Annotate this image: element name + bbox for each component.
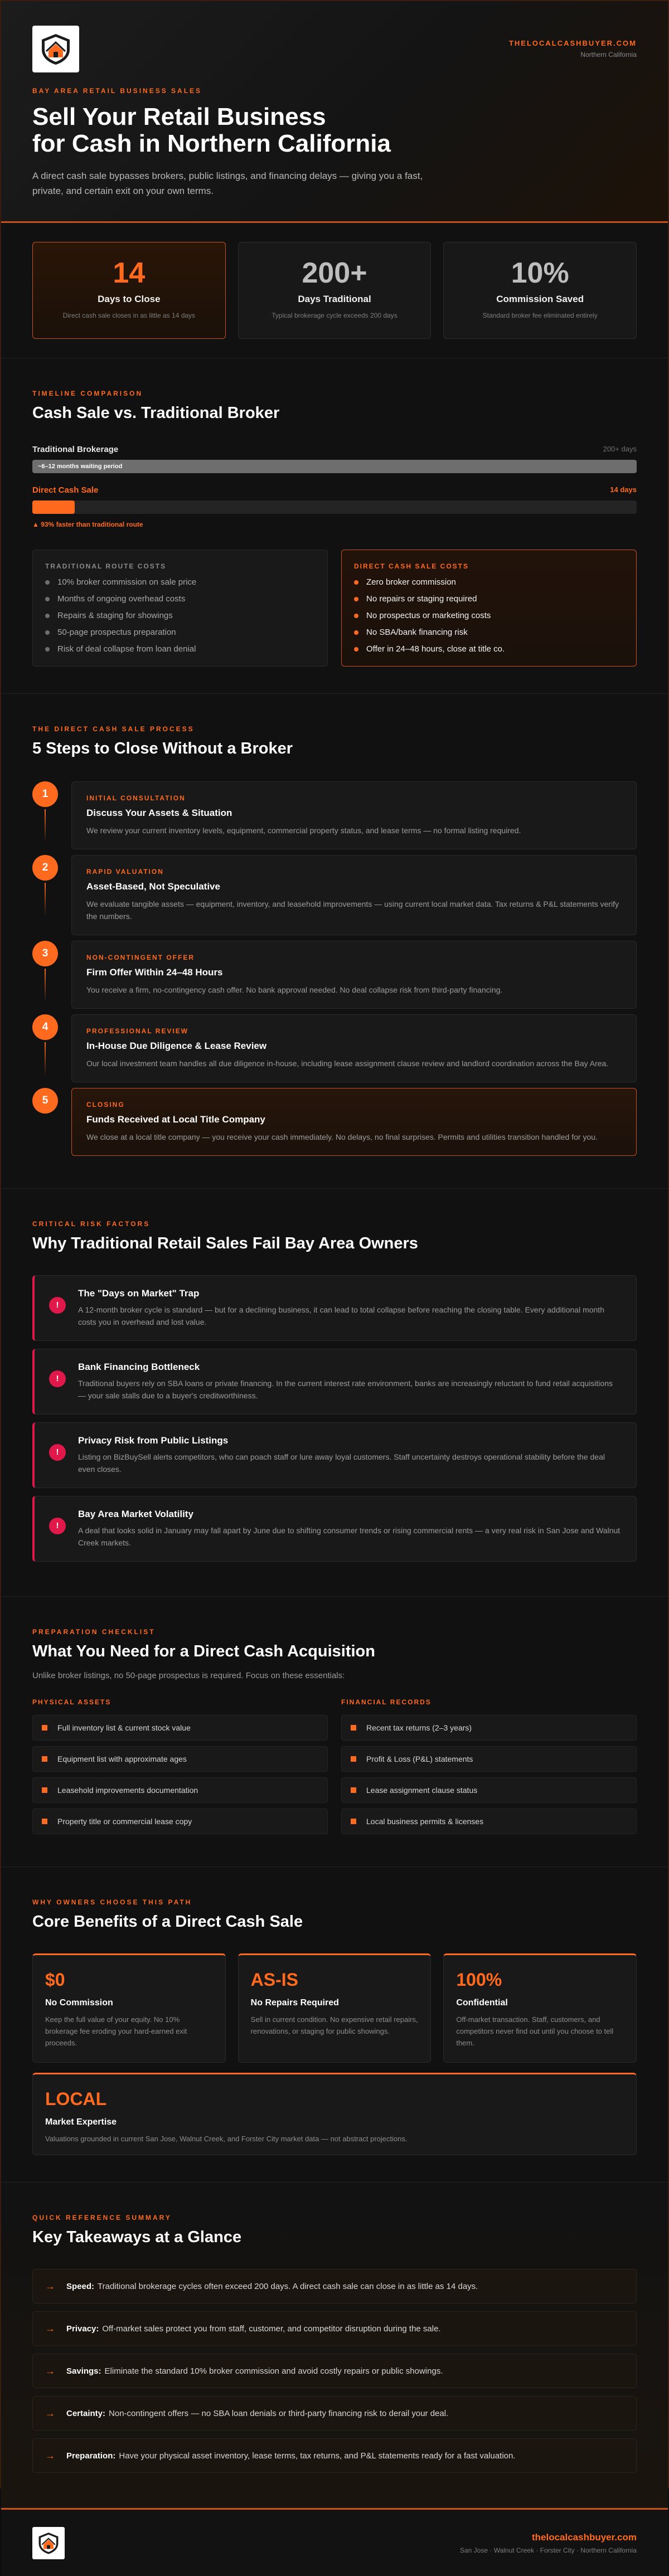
hero-header <box>1 0 668 223</box>
benefit-value: LOCAL <box>45 2089 107 2109</box>
step-number: 1 <box>32 781 58 807</box>
takeaway-text <box>66 2282 478 2291</box>
step-card <box>71 855 637 935</box>
alert-icon: ! <box>49 1297 66 1314</box>
direct-timeline-bar <box>32 485 637 528</box>
benefits-grid <box>32 1953 637 2063</box>
dot-icon <box>354 614 358 618</box>
checklist-item-text: Leasehold improvements documentation <box>57 1786 198 1795</box>
risk-title: Bank Financing Bottleneck <box>78 1362 200 1372</box>
stat-card-commission-saved <box>443 242 637 339</box>
takeaway-text <box>66 2366 443 2376</box>
step-card <box>71 1088 637 1156</box>
physical-assets-column <box>32 1698 328 1840</box>
step-card <box>71 781 637 849</box>
dot-icon <box>354 597 358 601</box>
benefit-title: Confidential <box>456 1998 508 2008</box>
benefit-desc: Keep the full value of your equity. No 10% brokerage fee eroding your hard-earned exit proceeds. <box>45 2015 187 2047</box>
list-item <box>45 628 315 637</box>
site-url[interactable]: THELOCALCASHBUYER.COM <box>508 39 637 47</box>
benefit-value: AS-IS <box>250 1970 299 1990</box>
square-icon <box>42 1819 47 1824</box>
section-title: Core Benefits of a Direct Cash Sale <box>32 1913 303 1931</box>
benefit-desc: Valuations grounded in current San Jose, Walnut Creek, and Forster City market data — not abstract projections. <box>45 2135 408 2143</box>
hero-title-line2: for Cash in Northern California <box>32 130 391 157</box>
step-desc: We evaluate tangible assets — equipment, inventory, and leasehold improvements — using current local market data. Tax returns & P&L statements verify the numbers. <box>86 900 619 921</box>
step-marker <box>32 1014 71 1082</box>
benefit-desc: Sell in current condition. No expensive retail repairs, renovations, or staging for public showings. <box>250 2015 418 2035</box>
process-section <box>1 694 668 1189</box>
step-item <box>32 941 637 1009</box>
arrow-right-icon: → <box>45 2365 55 2376</box>
stat-note: Direct cash sale closes in as little as 14 days <box>62 312 196 319</box>
checklist-item <box>341 1809 637 1834</box>
section-subtitle: Unlike broker listings, no 50-page prospectus is required. Focus on these essentials: <box>32 1671 345 1680</box>
takeaway-list <box>32 2269 637 2473</box>
hero-title-line1: Sell Your Retail Business <box>32 103 326 130</box>
checklist-item <box>32 1809 328 1834</box>
step-connector <box>45 809 46 843</box>
risk-title: The "Days on Market" Trap <box>78 1288 200 1299</box>
takeaway-item <box>32 2311 637 2346</box>
takeaway-item <box>32 2269 637 2303</box>
house-logo-icon[interactable] <box>32 26 79 72</box>
step-marker <box>32 781 71 849</box>
takeaway-label: Privacy: <box>66 2324 99 2334</box>
risk-desc: A 12-month broker cycle is standard — but for a declining business, it can lead to total collapse before reaching the closing table. Every additional month costs you in overhead and lost value. <box>78 1305 604 1326</box>
risk-card <box>32 1496 637 1562</box>
takeaway-body: Non-contingent offers — no SBA loan denials or third-party financing risk to derail your deal. <box>109 2408 449 2418</box>
risk-card <box>32 1275 637 1341</box>
cost-comparison <box>32 550 637 667</box>
box-title: TRADITIONAL ROUTE COSTS <box>45 562 167 570</box>
benefit-title: Market Expertise <box>45 2117 117 2127</box>
site-info <box>509 39 637 59</box>
stat-value: 200+ <box>302 257 367 289</box>
dot-icon <box>45 597 50 601</box>
risk-desc: A deal that looks solid in January may fall apart by June due to shifting consumer trends or rising commercial rents — a very real risk in San Jose and Walnut Creek markets. <box>78 1526 620 1547</box>
house-logo-icon[interactable] <box>32 2527 65 2559</box>
step-title: Funds Received at Local Title Company <box>86 1114 265 1125</box>
square-icon <box>351 1725 356 1731</box>
checklist-columns <box>32 1698 637 1840</box>
checklist-item <box>32 1777 328 1803</box>
step-tag: PROFESSIONAL REVIEW <box>86 1027 189 1035</box>
section-title: 5 Steps to Close Without a Broker <box>32 740 293 757</box>
section-eyebrow: PREPARATION CHECKLIST <box>32 1628 156 1636</box>
checklist-item-text: Profit & Loss (P&L) statements <box>366 1754 473 1763</box>
benefit-card <box>238 1953 432 2063</box>
stats-row <box>1 223 668 358</box>
stat-note: Standard broker fee eliminated entirely <box>482 312 598 319</box>
list-item-text: Months of ongoing overhead costs <box>57 594 186 604</box>
checklist-item-text: Local business permits & licenses <box>366 1817 484 1826</box>
checklist-item <box>32 1746 328 1772</box>
list-item-text: Offer in 24–48 hours, close at title co. <box>366 644 505 654</box>
takeaway-body: Off-market sales protect you from staff, customer, and competitor disruption during the sale. <box>102 2324 441 2334</box>
step-desc: We close at a local title company — you receive your cash immediately. No delays, no final surprises. Permits and utilities transition handled for you. <box>86 1133 598 1141</box>
step-tag: RAPID VALUATION <box>86 868 164 876</box>
checklist-item <box>341 1746 637 1772</box>
takeaway-item <box>32 2396 637 2431</box>
benefit-card <box>443 1953 637 2063</box>
square-icon <box>42 1756 47 1762</box>
alert-icon: ! <box>49 1518 66 1534</box>
square-icon <box>42 1725 47 1731</box>
box-title: DIRECT CASH SALE COSTS <box>354 562 469 570</box>
risks-section <box>1 1189 668 1597</box>
site-region: Northern California <box>580 51 637 59</box>
takeaway-label: Preparation: <box>66 2451 116 2461</box>
bar-fill <box>32 500 75 514</box>
faster-note: ▲ 93% faster than traditional route <box>32 521 143 528</box>
stat-value: 14 <box>113 257 146 289</box>
bar-track <box>32 460 637 473</box>
step-item <box>32 1088 637 1156</box>
stat-label: Days Traditional <box>298 294 371 304</box>
stat-card-days-traditional <box>238 242 432 339</box>
step-number: 2 <box>32 855 58 881</box>
arrow-right-icon: → <box>45 2449 55 2461</box>
footer-cities: San Jose · Walnut Creek · Forster City · Northern California <box>460 2546 637 2554</box>
hero-subtitle: A direct cash sale bypasses brokers, public listings, and financing delays — giving you a fast, private, and certain exit on your own terms. <box>32 171 423 196</box>
benefit-card-wide <box>32 2073 637 2155</box>
section-eyebrow: QUICK REFERENCE SUMMARY <box>32 2214 172 2222</box>
column-title: FINANCIAL RECORDS <box>341 1698 432 1706</box>
bar-label: Traditional Brokerage <box>32 445 119 454</box>
step-item <box>32 1014 637 1082</box>
step-item <box>32 855 637 935</box>
step-desc: Our local investment team handles all due diligence in-house, including lease assignment clause review and landlord coordination across the Bay Area. <box>86 1059 609 1068</box>
footer <box>1 2508 668 2576</box>
step-marker <box>32 1088 71 1156</box>
list-item-text: Repairs & staging for showings <box>57 611 173 620</box>
stat-label: Commission Saved <box>496 294 584 304</box>
step-title: Asset-Based, Not Speculative <box>86 881 220 892</box>
list-item-text: No repairs or staging required <box>366 594 477 604</box>
risk-desc: Traditional buyers rely on SBA loans or private financing. In the current interest rate environment, banks are increasingly reluctant to fund retail acquisitions — your sale stalls due to a buyer's creditworthiness. <box>78 1379 613 1400</box>
section-title: Key Takeaways at a Glance <box>32 2228 242 2246</box>
dot-icon <box>354 580 358 585</box>
square-icon <box>351 1787 356 1793</box>
list-item <box>354 611 624 620</box>
dot-icon <box>354 647 358 652</box>
benefit-value: $0 <box>45 1970 65 1990</box>
takeaway-body: Have your physical asset inventory, lease terms, tax returns, and P&L statements ready for a fast valuation. <box>119 2451 516 2461</box>
takeaway-text <box>66 2409 448 2418</box>
list-item-text: No prospectus or marketing costs <box>366 611 491 620</box>
benefit-title: No Commission <box>45 1998 113 2008</box>
step-tag: CLOSING <box>86 1101 125 1109</box>
dot-icon <box>45 630 50 635</box>
bar-label: Direct Cash Sale <box>32 485 99 495</box>
checklist-item-text: Property title or commercial lease copy <box>57 1817 192 1826</box>
stat-card-days-to-close <box>32 242 226 339</box>
hero-title <box>32 104 637 157</box>
checklist-item <box>341 1777 637 1803</box>
risk-body <box>78 1509 622 1549</box>
step-connector <box>45 1042 46 1076</box>
square-icon <box>351 1756 356 1762</box>
section-eyebrow: CRITICAL RISK FACTORS <box>32 1220 151 1228</box>
step-card <box>71 941 637 1009</box>
bar-days: 14 days <box>610 485 637 494</box>
dot-icon <box>354 630 358 635</box>
takeaways-section <box>1 2183 668 2508</box>
dot-icon <box>45 647 50 652</box>
step-title: Firm Offer Within 24–48 Hours <box>86 967 223 978</box>
bar-header <box>32 445 637 454</box>
bar-days: 200+ days <box>603 445 637 453</box>
dot-icon <box>45 614 50 618</box>
stat-value: 10% <box>511 257 569 289</box>
checklist-item <box>32 1715 328 1741</box>
step-desc: You receive a firm, no-contingency cash offer. No bank approval needed. No deal collapse risk from third-party financing. <box>86 985 503 994</box>
hero-eyebrow: BAY AREA RETAIL BUSINESS SALES <box>32 87 202 95</box>
risk-card <box>32 1349 637 1415</box>
list-item <box>45 644 315 654</box>
section-eyebrow: TIMELINE COMPARISON <box>32 390 143 397</box>
benefit-title: No Repairs Required <box>250 1998 339 2008</box>
step-tag: NON-CONTINGENT OFFER <box>86 954 195 961</box>
list-item <box>354 577 624 587</box>
alert-icon: ! <box>49 1444 66 1461</box>
list-item <box>354 628 624 637</box>
section-title: Why Traditional Retail Sales Fail Bay Area Owners <box>32 1234 418 1252</box>
takeaway-body: Traditional brokerage cycles often exceed 200 days. A direct cash sale can close in as little as 14 days. <box>98 2281 478 2291</box>
square-icon <box>42 1787 47 1793</box>
stat-note: Typical brokerage cycle exceeds 200 days <box>272 312 397 319</box>
takeaway-text <box>66 2451 516 2461</box>
steps-list <box>32 781 637 1156</box>
stat-label: Days to Close <box>98 294 161 304</box>
step-title: Discuss Your Assets & Situation <box>86 808 232 818</box>
benefit-card <box>32 1953 226 2063</box>
benefits-section <box>1 1867 668 2183</box>
step-connector <box>45 883 46 916</box>
takeaway-label: Savings: <box>66 2366 101 2376</box>
step-number: 3 <box>32 941 58 966</box>
list-item-text: 50-page prospectus preparation <box>57 628 176 637</box>
step-number: 4 <box>32 1014 58 1040</box>
checklist-item-text: Recent tax returns (2–3 years) <box>366 1723 472 1732</box>
step-number: 5 <box>32 1088 58 1114</box>
takeaway-label: Speed: <box>66 2281 95 2291</box>
arrow-right-icon: → <box>45 2407 55 2419</box>
checklist-item <box>341 1715 637 1741</box>
square-icon <box>351 1819 356 1824</box>
section-eyebrow: THE DIRECT CASH SALE PROCESS <box>32 725 195 733</box>
takeaway-text <box>66 2324 441 2334</box>
list-item-text: Risk of deal collapse from loan denial <box>57 644 196 654</box>
section-eyebrow: WHY OWNERS CHOOSE THIS PATH <box>32 1898 192 1906</box>
checklist-item-text: Full inventory list & current stock value <box>57 1723 191 1732</box>
timeline-section <box>1 358 668 694</box>
list-item-text: Zero broker commission <box>366 577 456 587</box>
step-tag: INITIAL CONSULTATION <box>86 794 186 802</box>
benefit-value: 100% <box>456 1970 502 1990</box>
list-item <box>45 611 315 620</box>
step-marker <box>32 855 71 935</box>
checklist-item-text: Lease assignment clause status <box>366 1786 478 1795</box>
takeaway-item <box>32 2438 637 2473</box>
risk-card <box>32 1422 637 1488</box>
step-card <box>71 1014 637 1082</box>
column-title: PHYSICAL ASSETS <box>32 1698 112 1706</box>
section-title: What You Need for a Direct Cash Acquisition <box>32 1642 375 1660</box>
list-item <box>45 577 315 587</box>
takeaway-label: Certainty: <box>66 2408 106 2418</box>
risk-title: Privacy Risk from Public Listings <box>78 1435 229 1446</box>
footer-url[interactable]: thelocalcashbuyer.com <box>531 2531 637 2543</box>
bar-fill: ~6–12 months waiting period <box>32 460 637 473</box>
financial-records-column <box>341 1698 637 1840</box>
alert-icon: ! <box>49 1370 66 1387</box>
takeaway-body: Eliminate the standard 10% broker commission and avoid costly repairs or public showings. <box>104 2366 443 2376</box>
list-item <box>45 594 315 604</box>
step-connector <box>45 969 46 1002</box>
risk-title: Bay Area Market Volatility <box>78 1509 193 1519</box>
arrow-right-icon: → <box>45 2280 55 2292</box>
benefit-desc: Off-market transaction. Staff, customers, and competitors never find out until you choose to tell them. <box>456 2015 614 2047</box>
risk-body <box>78 1288 622 1328</box>
traditional-costs-box <box>32 550 328 667</box>
risk-desc: Listing on BizBuySell alerts competitors, who can poach staff or lure away loyal customers. Staff uncertainty destroys operational stability before the deal even closes. <box>78 1452 605 1474</box>
step-marker <box>32 941 71 1009</box>
risk-list <box>32 1275 637 1562</box>
list-item-text: 10% broker commission on sale price <box>57 577 197 587</box>
dot-icon <box>45 580 50 585</box>
traditional-timeline-bar <box>32 445 637 473</box>
checklist-item-text: Equipment list with approximate ages <box>57 1754 187 1763</box>
step-title: In-House Due Diligence & Lease Review <box>86 1041 267 1051</box>
section-title: Cash Sale vs. Traditional Broker <box>32 404 280 422</box>
step-item <box>32 781 637 849</box>
bar-track <box>32 500 637 514</box>
arrow-right-icon: → <box>45 2322 55 2334</box>
takeaway-item <box>32 2354 637 2388</box>
footer-info <box>460 2532 637 2554</box>
step-desc: We review your current inventory levels, equipment, commercial property status, and lease terms — no formal listing required. <box>86 826 521 835</box>
risk-body <box>78 1435 622 1475</box>
checklist-section <box>1 1597 668 1867</box>
list-item <box>354 594 624 604</box>
direct-costs-box <box>341 550 637 667</box>
list-item <box>354 644 624 654</box>
bar-header <box>32 485 637 495</box>
list-item-text: No SBA/bank financing risk <box>366 628 468 637</box>
risk-body <box>78 1362 622 1402</box>
